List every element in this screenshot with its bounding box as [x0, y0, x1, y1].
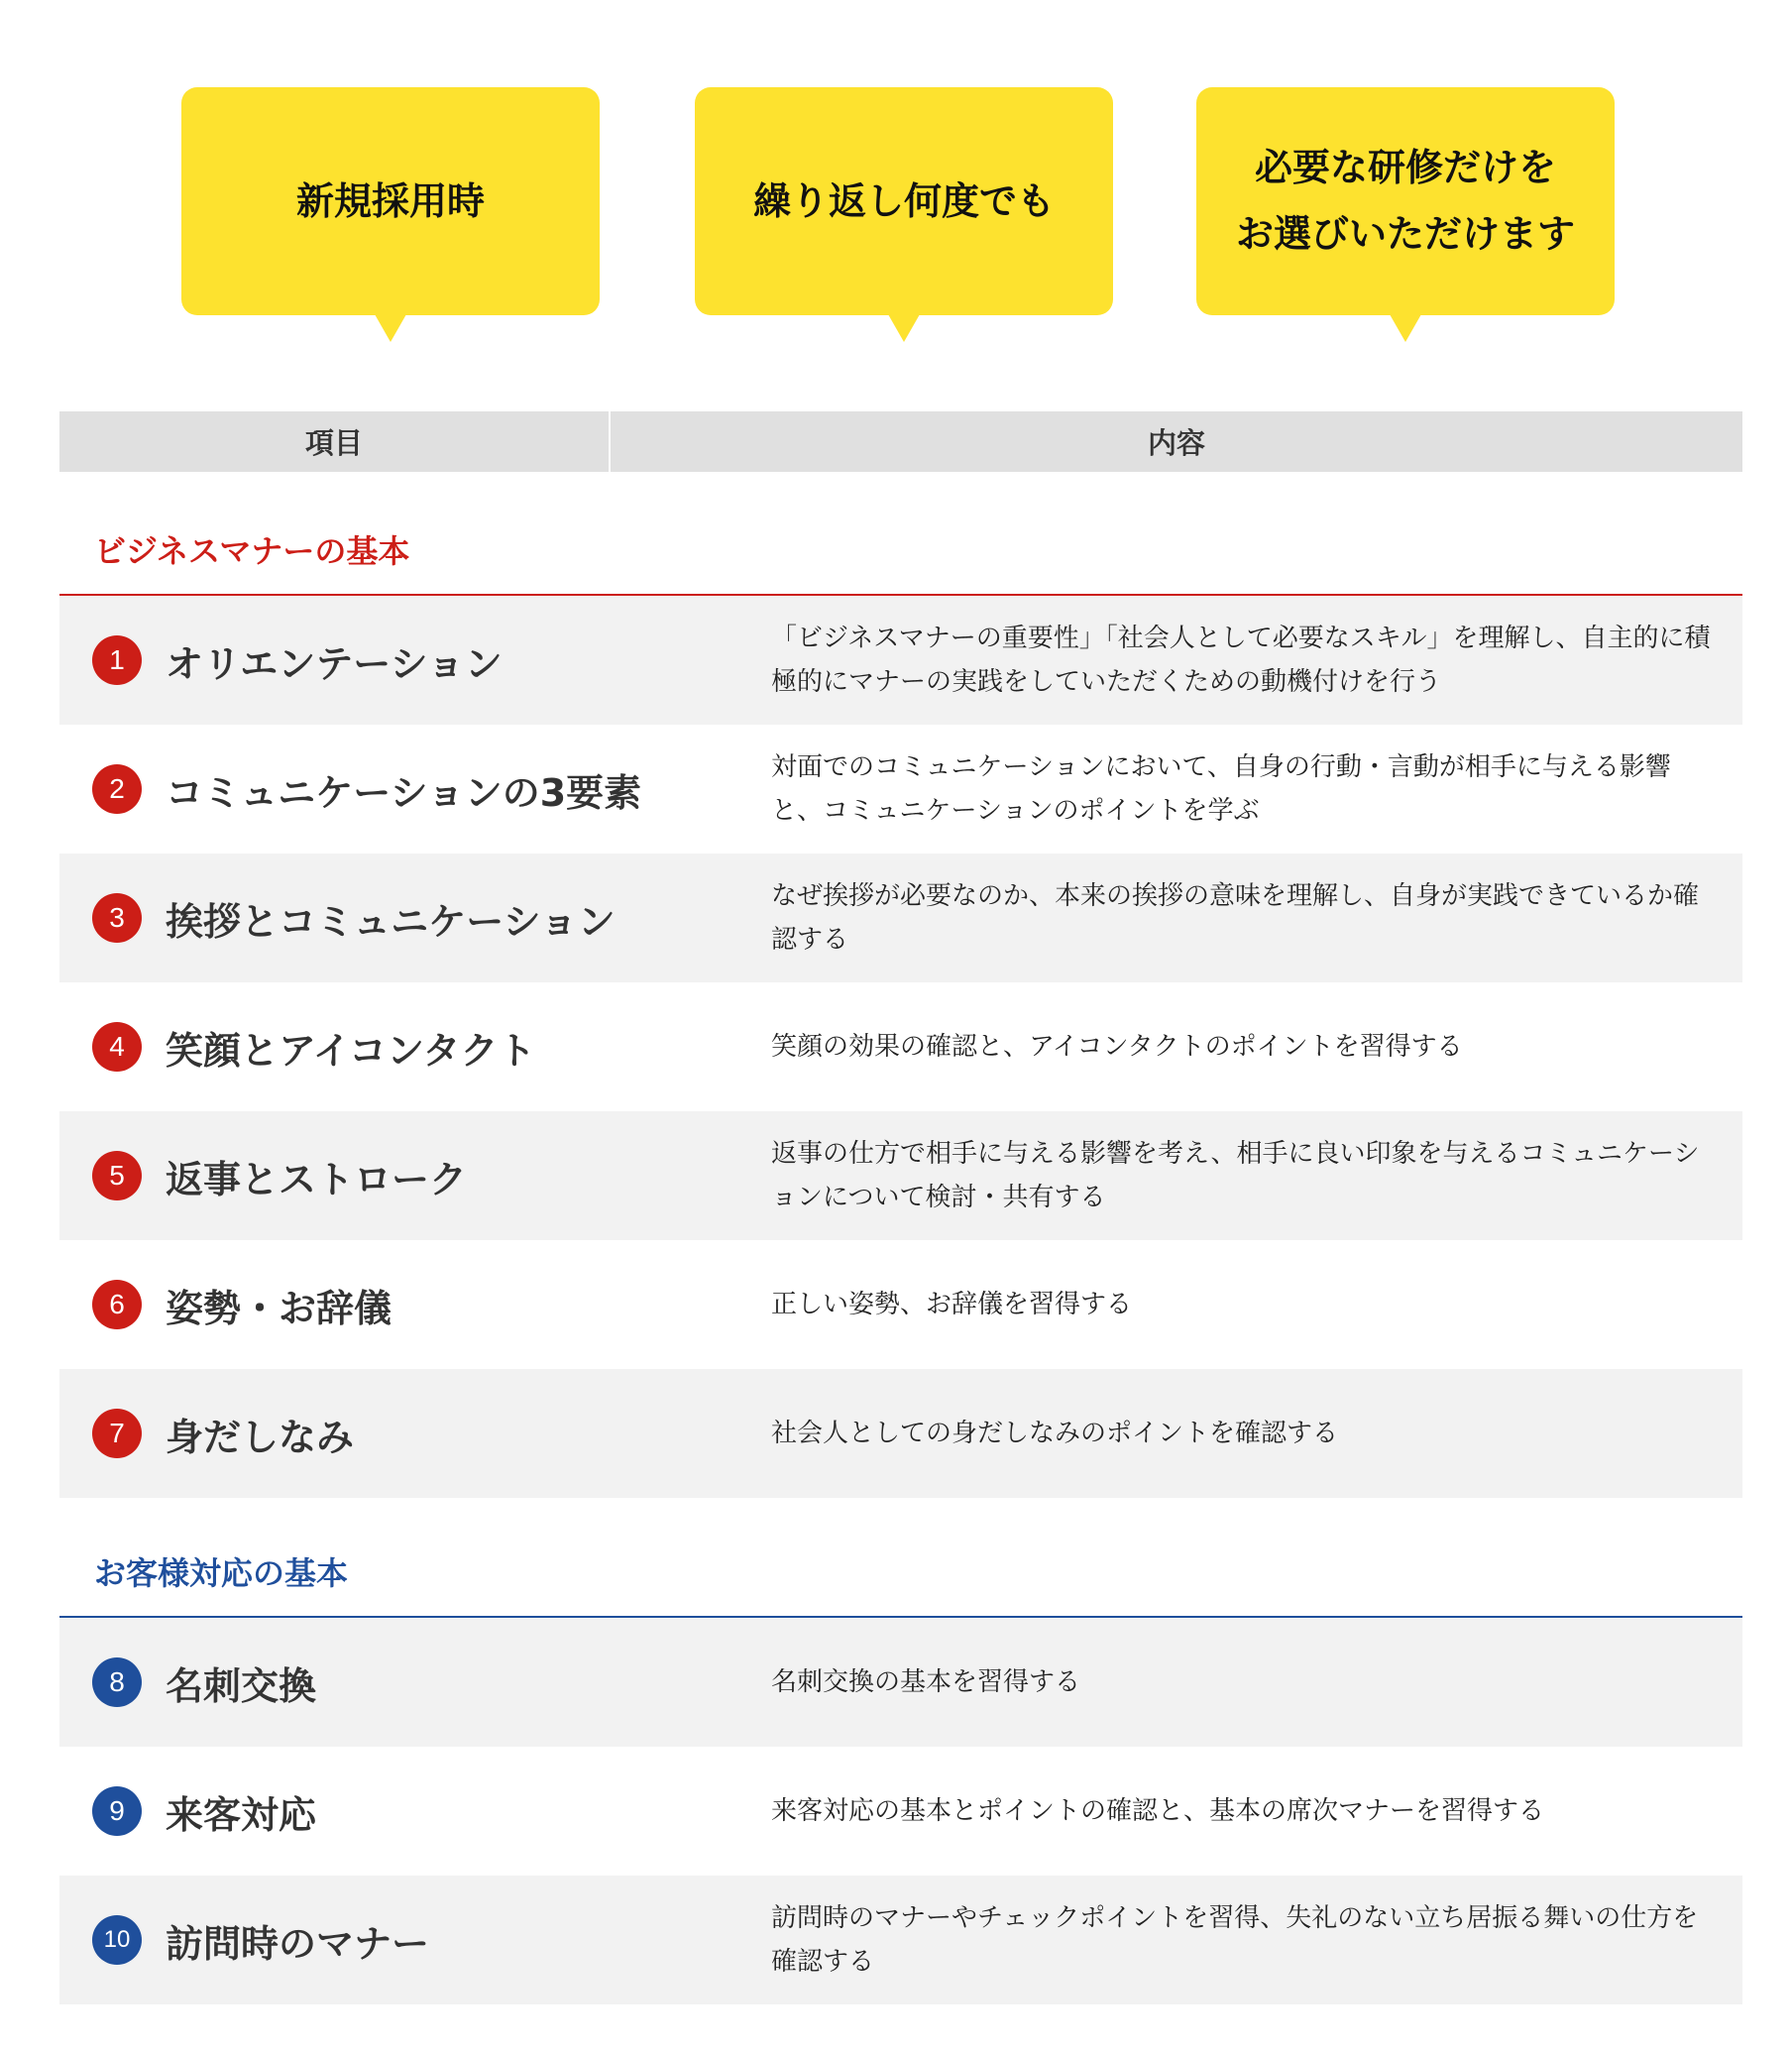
row-item	[59, 1020, 714, 1075]
item-label: 挨拶とコミュニケーション	[166, 899, 616, 944]
number-badge: 2	[92, 764, 142, 814]
row-item	[59, 1407, 714, 1461]
row-item	[59, 1278, 714, 1332]
bubble-text: 新規採用時	[295, 178, 485, 223]
section-title-customer-service: お客様対応の基本	[94, 1554, 349, 1592]
number-badge: 1	[92, 635, 142, 685]
item-description: 正しい姿勢、お辞儀を習得する	[771, 1290, 1133, 1319]
item-description: 来客対応の基本とポイントの確認と、基本の席次マナーを習得する	[771, 1796, 1545, 1826]
table-row	[59, 1876, 1742, 2004]
bubble-tail	[888, 314, 920, 342]
item-label: 名刺交換	[166, 1663, 317, 1708]
row-item	[59, 633, 714, 688]
table-row	[59, 854, 1742, 982]
row-item	[59, 1655, 714, 1710]
item-label: 来客対応	[166, 1792, 317, 1837]
table-row	[59, 1618, 1742, 1747]
row-item	[59, 1784, 714, 1839]
item-label: 身だしなみ	[166, 1415, 355, 1459]
bubble-text: 必要な研修だけを お選びいただけます	[1235, 146, 1575, 256]
header-content: 内容	[1147, 426, 1205, 460]
table-header	[59, 411, 1742, 472]
table-row	[59, 596, 1742, 725]
item-label: 笑顔とアイコンタクト	[166, 1028, 536, 1073]
item-description: 名刺交換の基本を習得する	[771, 1667, 1081, 1697]
table-row	[59, 1240, 1742, 1369]
number-badge: 4	[92, 1022, 142, 1072]
bubble-tail	[1390, 314, 1421, 342]
item-label: コミュニケーションの3要素	[166, 770, 642, 815]
table-row	[59, 1747, 1742, 1876]
bubble-repeatable	[695, 87, 1113, 315]
number-badge: 6	[92, 1280, 142, 1329]
number-badge: 9	[92, 1786, 142, 1836]
bubble-text: 繰り返し何度でも	[752, 178, 1055, 223]
item-label: オリエンテーション	[166, 641, 503, 686]
table-row	[59, 1369, 1742, 1498]
number-badge: 7	[92, 1409, 142, 1458]
item-description: なぜ挨拶が必要なのか、本来の挨拶の意味を理解し、自身が実践できているか確認する	[771, 881, 1700, 955]
item-description: 笑顔の効果の確認と、アイコンタクトのポイントを習得する	[771, 1032, 1463, 1062]
item-description: 訪問時のマナーやチェックポイントを習得、失礼のない立ち居振る舞いの仕方を確認する	[771, 1903, 1699, 1977]
number-badge: 5	[92, 1151, 142, 1200]
number-badge: 10	[92, 1915, 142, 1965]
item-description: 対面でのコミュニケーションにおいて、自身の行動・言動が相手に与える影響と、コミュニケーションのポイントを学ぶ	[771, 752, 1671, 826]
row-item	[59, 891, 714, 946]
table-row	[59, 725, 1742, 854]
row-item	[59, 1913, 714, 1968]
item-description: 「ビジネスマナーの重要性」「社会人として必要なスキル」を理解し、自主的に積極的にマナーの実践をしていただくための動機付けを行う	[771, 624, 1711, 697]
header-item: 項目	[59, 411, 611, 472]
bubble-new-hire	[181, 87, 600, 315]
item-label: 訪問時のマナー	[166, 1921, 430, 1966]
bubble-choose-training	[1196, 87, 1615, 315]
item-label: 返事とストローク	[166, 1157, 468, 1201]
row-item	[59, 762, 714, 817]
table-row	[59, 982, 1742, 1111]
training-list-customer	[59, 1618, 1742, 2004]
item-description: 社会人としての身だしなみのポイントを確認する	[771, 1419, 1339, 1448]
number-badge: 8	[92, 1657, 142, 1707]
item-label: 姿勢・お辞儀	[166, 1286, 392, 1330]
section-title-business-manners: ビジネスマナーの基本	[94, 532, 410, 570]
item-description: 返事の仕方で相手に与える影響を考え、相手に良い印象を与えるコミュニケーションについて検討・共有する	[771, 1139, 1700, 1212]
bubble-tail	[375, 314, 406, 342]
row-item	[59, 1149, 714, 1203]
number-badge: 3	[92, 893, 142, 943]
table-row	[59, 1111, 1742, 1240]
training-list-business	[59, 596, 1742, 1498]
